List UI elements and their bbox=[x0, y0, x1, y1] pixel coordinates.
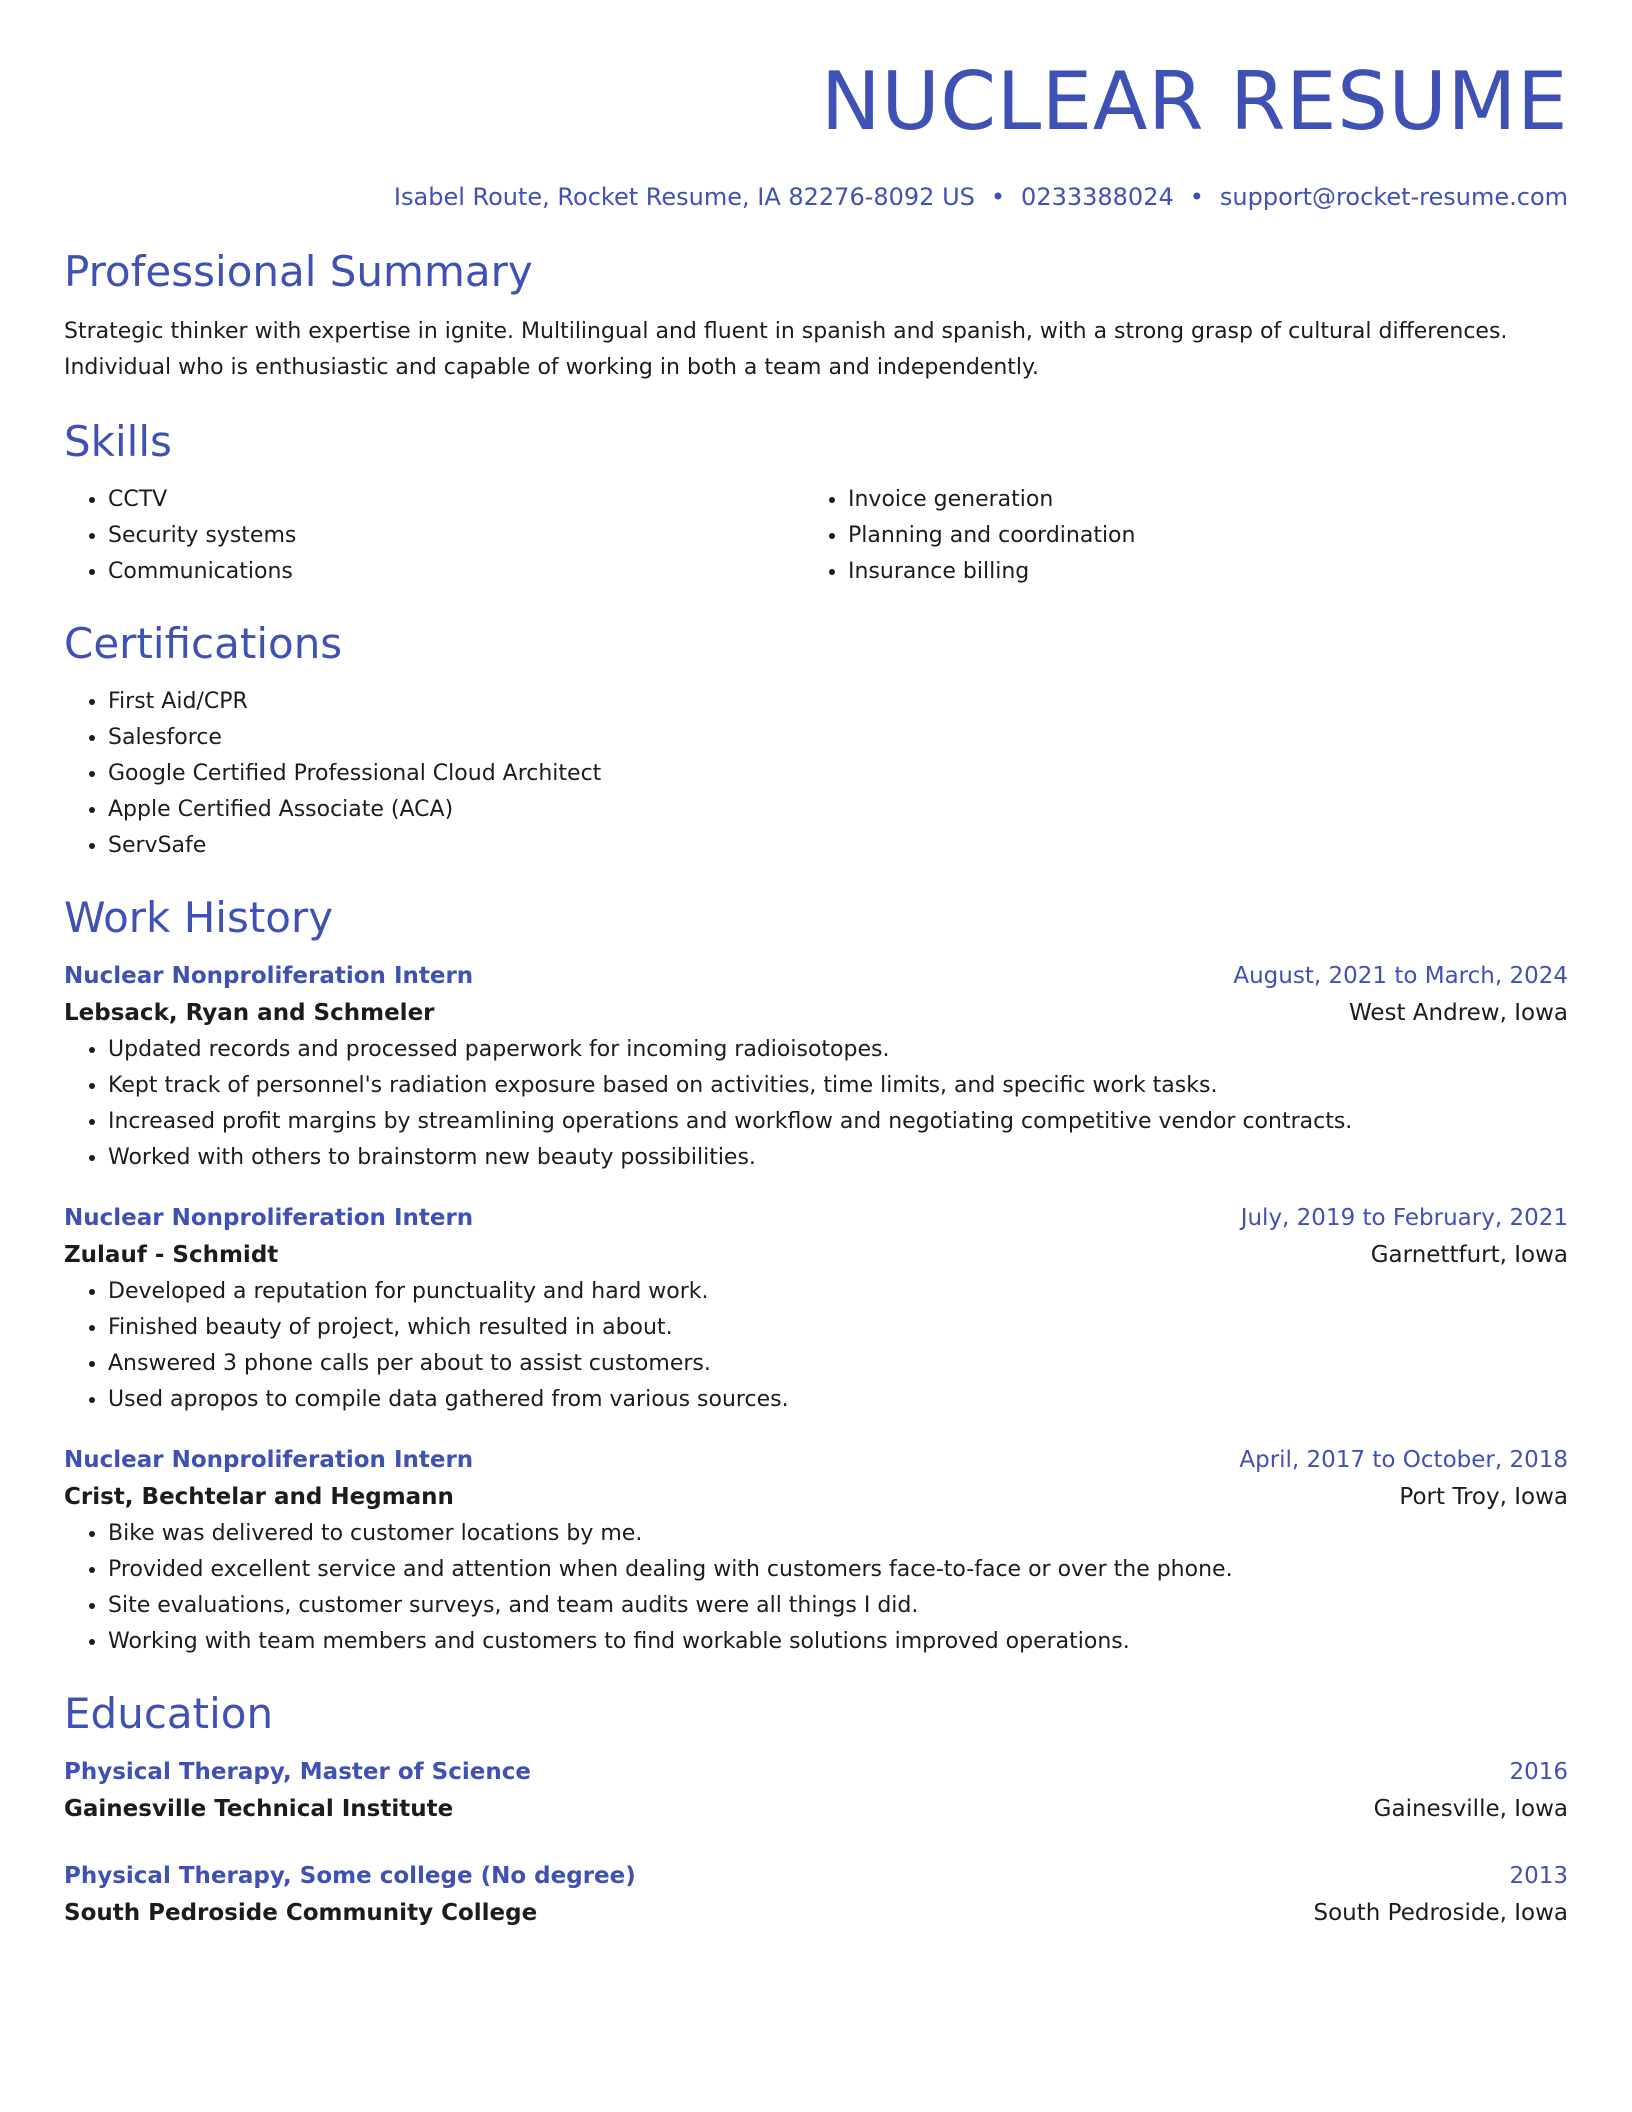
school-name: Gainesville Technical Institute bbox=[64, 1796, 454, 1822]
job-title: Nuclear Nonproliferation Intern bbox=[64, 1447, 474, 1473]
contact-separator: • bbox=[1189, 183, 1204, 211]
summary-section bbox=[64, 244, 1568, 386]
list-item: • Developed a reputation for punctuality and hard work. bbox=[108, 1274, 1568, 1310]
degree: Physical Therapy, Master of Science bbox=[64, 1759, 531, 1785]
education-subheader bbox=[64, 1894, 1568, 1932]
summary-text: Strategic thinker with expertise in ignite. Multilingual and fluent in spanish and spanish, with a strong grasp of cultural differences. Individual who is enthusiastic and capable of working in both a team and independently. bbox=[64, 319, 1508, 380]
list-item: • Planning and coordination bbox=[848, 518, 1544, 554]
list-item: • Salesforce bbox=[108, 720, 1568, 756]
list-item: • Invoice generation bbox=[848, 482, 1544, 518]
list-item: • Kept track of personnel's radiation exposure based on activities, time limits, and specific work tasks. bbox=[108, 1068, 1568, 1104]
work-history-section bbox=[64, 890, 1568, 1660]
job-bullets bbox=[64, 1516, 1568, 1660]
job-location: Garnettfurt, Iowa bbox=[1370, 1242, 1568, 1268]
list-item: • Increased profit margins by streamlining operations and workflow and negotiating competitive vendor contracts. bbox=[108, 1104, 1568, 1140]
job-location: West Andrew, Iowa bbox=[1348, 1000, 1568, 1026]
certifications-section bbox=[64, 616, 1568, 864]
job-title: Nuclear Nonproliferation Intern bbox=[64, 1205, 474, 1231]
list-item: • Security systems bbox=[108, 518, 804, 554]
education-entry bbox=[64, 1858, 1568, 1932]
list-item: • Answered 3 phone calls per about to assist customers. bbox=[108, 1346, 1568, 1382]
school-location: South Pedroside, Iowa bbox=[1313, 1900, 1568, 1926]
section-title-work-history: Work History bbox=[64, 893, 334, 942]
section-title-education: Education bbox=[64, 1689, 274, 1738]
contact-address: Isabel Route, Rocket Resume, IA 82276-8092 US bbox=[393, 183, 975, 211]
list-item: • Bike was delivered to customer locations by me. bbox=[108, 1516, 1568, 1552]
skills-column-right bbox=[804, 482, 1544, 590]
contact-separator: • bbox=[990, 183, 1006, 211]
certifications-list bbox=[64, 684, 1568, 864]
job-bullets bbox=[64, 1032, 1568, 1176]
list-item: • Google Certified Professional Cloud Architect bbox=[108, 756, 1568, 792]
job-dates: July, 2019 to February, 2021 bbox=[1240, 1205, 1568, 1231]
skills-section bbox=[64, 414, 1568, 590]
skills-columns bbox=[64, 482, 1568, 590]
job-header bbox=[64, 1200, 1568, 1236]
skills-list-right bbox=[804, 482, 1544, 590]
job-title: Nuclear Nonproliferation Intern bbox=[64, 963, 474, 989]
list-item: • Communications bbox=[108, 554, 804, 590]
section-title-summary: Professional Summary bbox=[64, 247, 533, 296]
section-title-skills: Skills bbox=[64, 417, 172, 466]
education-year: 2016 bbox=[1509, 1759, 1568, 1785]
school-location: Gainesville, Iowa bbox=[1373, 1796, 1568, 1822]
contact-email: support@rocket-resume.com bbox=[1219, 183, 1568, 211]
list-item: • Worked with others to brainstorm new beauty possibilities. bbox=[108, 1140, 1568, 1176]
job-entry bbox=[64, 1442, 1568, 1660]
job-bullets bbox=[64, 1274, 1568, 1418]
skills-list-left bbox=[64, 482, 804, 590]
list-item: • Finished beauty of project, which resulted in about. bbox=[108, 1310, 1568, 1346]
job-entry bbox=[64, 958, 1568, 1176]
job-entry bbox=[64, 1200, 1568, 1418]
job-dates: April, 2017 to October, 2018 bbox=[1239, 1447, 1568, 1473]
list-item: • ServSafe bbox=[108, 828, 1568, 864]
section-title-certifications: Certifications bbox=[64, 619, 343, 668]
candidate-name: NUCLEAR RESUME bbox=[820, 55, 1568, 148]
skills-column-left bbox=[64, 482, 804, 590]
job-subheader bbox=[64, 994, 1568, 1032]
education-header bbox=[64, 1858, 1568, 1894]
list-item: • Used apropos to compile data gathered from various sources. bbox=[108, 1382, 1568, 1418]
job-subheader bbox=[64, 1478, 1568, 1516]
resume-header bbox=[64, 0, 1568, 214]
list-item: • Working with team members and customers to find workable solutions improved operations. bbox=[108, 1624, 1568, 1660]
list-item: • Apple Certified Associate (ACA) bbox=[108, 792, 1568, 828]
list-item: • Site evaluations, customer surveys, and team audits were all things I did. bbox=[108, 1588, 1568, 1624]
list-item: • First Aid/CPR bbox=[108, 684, 1568, 720]
job-company: Zulauf - Schmidt bbox=[64, 1242, 279, 1268]
job-header bbox=[64, 958, 1568, 994]
job-header bbox=[64, 1442, 1568, 1478]
list-item: • CCTV bbox=[108, 482, 804, 518]
contact-phone: 0233388024 bbox=[1021, 183, 1174, 211]
education-entry bbox=[64, 1754, 1568, 1828]
degree: Physical Therapy, Some college (No degree) bbox=[64, 1863, 636, 1889]
education-header bbox=[64, 1754, 1568, 1790]
list-item: • Insurance billing bbox=[848, 554, 1544, 590]
contact-line bbox=[64, 180, 1568, 214]
job-company: Lebsack, Ryan and Schmeler bbox=[64, 1000, 435, 1026]
list-item: • Provided excellent service and attention when dealing with customers face-to-face or over the phone. bbox=[108, 1552, 1568, 1588]
education-subheader bbox=[64, 1790, 1568, 1828]
list-item: • Updated records and processed paperwork for incoming radioisotopes. bbox=[108, 1032, 1568, 1068]
education-year: 2013 bbox=[1509, 1863, 1568, 1889]
job-company: Crist, Bechtelar and Hegmann bbox=[64, 1484, 454, 1510]
job-dates: August, 2021 to March, 2024 bbox=[1233, 963, 1568, 989]
education-section bbox=[64, 1686, 1568, 1932]
school-name: South Pedroside Community College bbox=[64, 1900, 538, 1926]
job-subheader bbox=[64, 1236, 1568, 1274]
job-location: Port Troy, Iowa bbox=[1399, 1484, 1568, 1510]
